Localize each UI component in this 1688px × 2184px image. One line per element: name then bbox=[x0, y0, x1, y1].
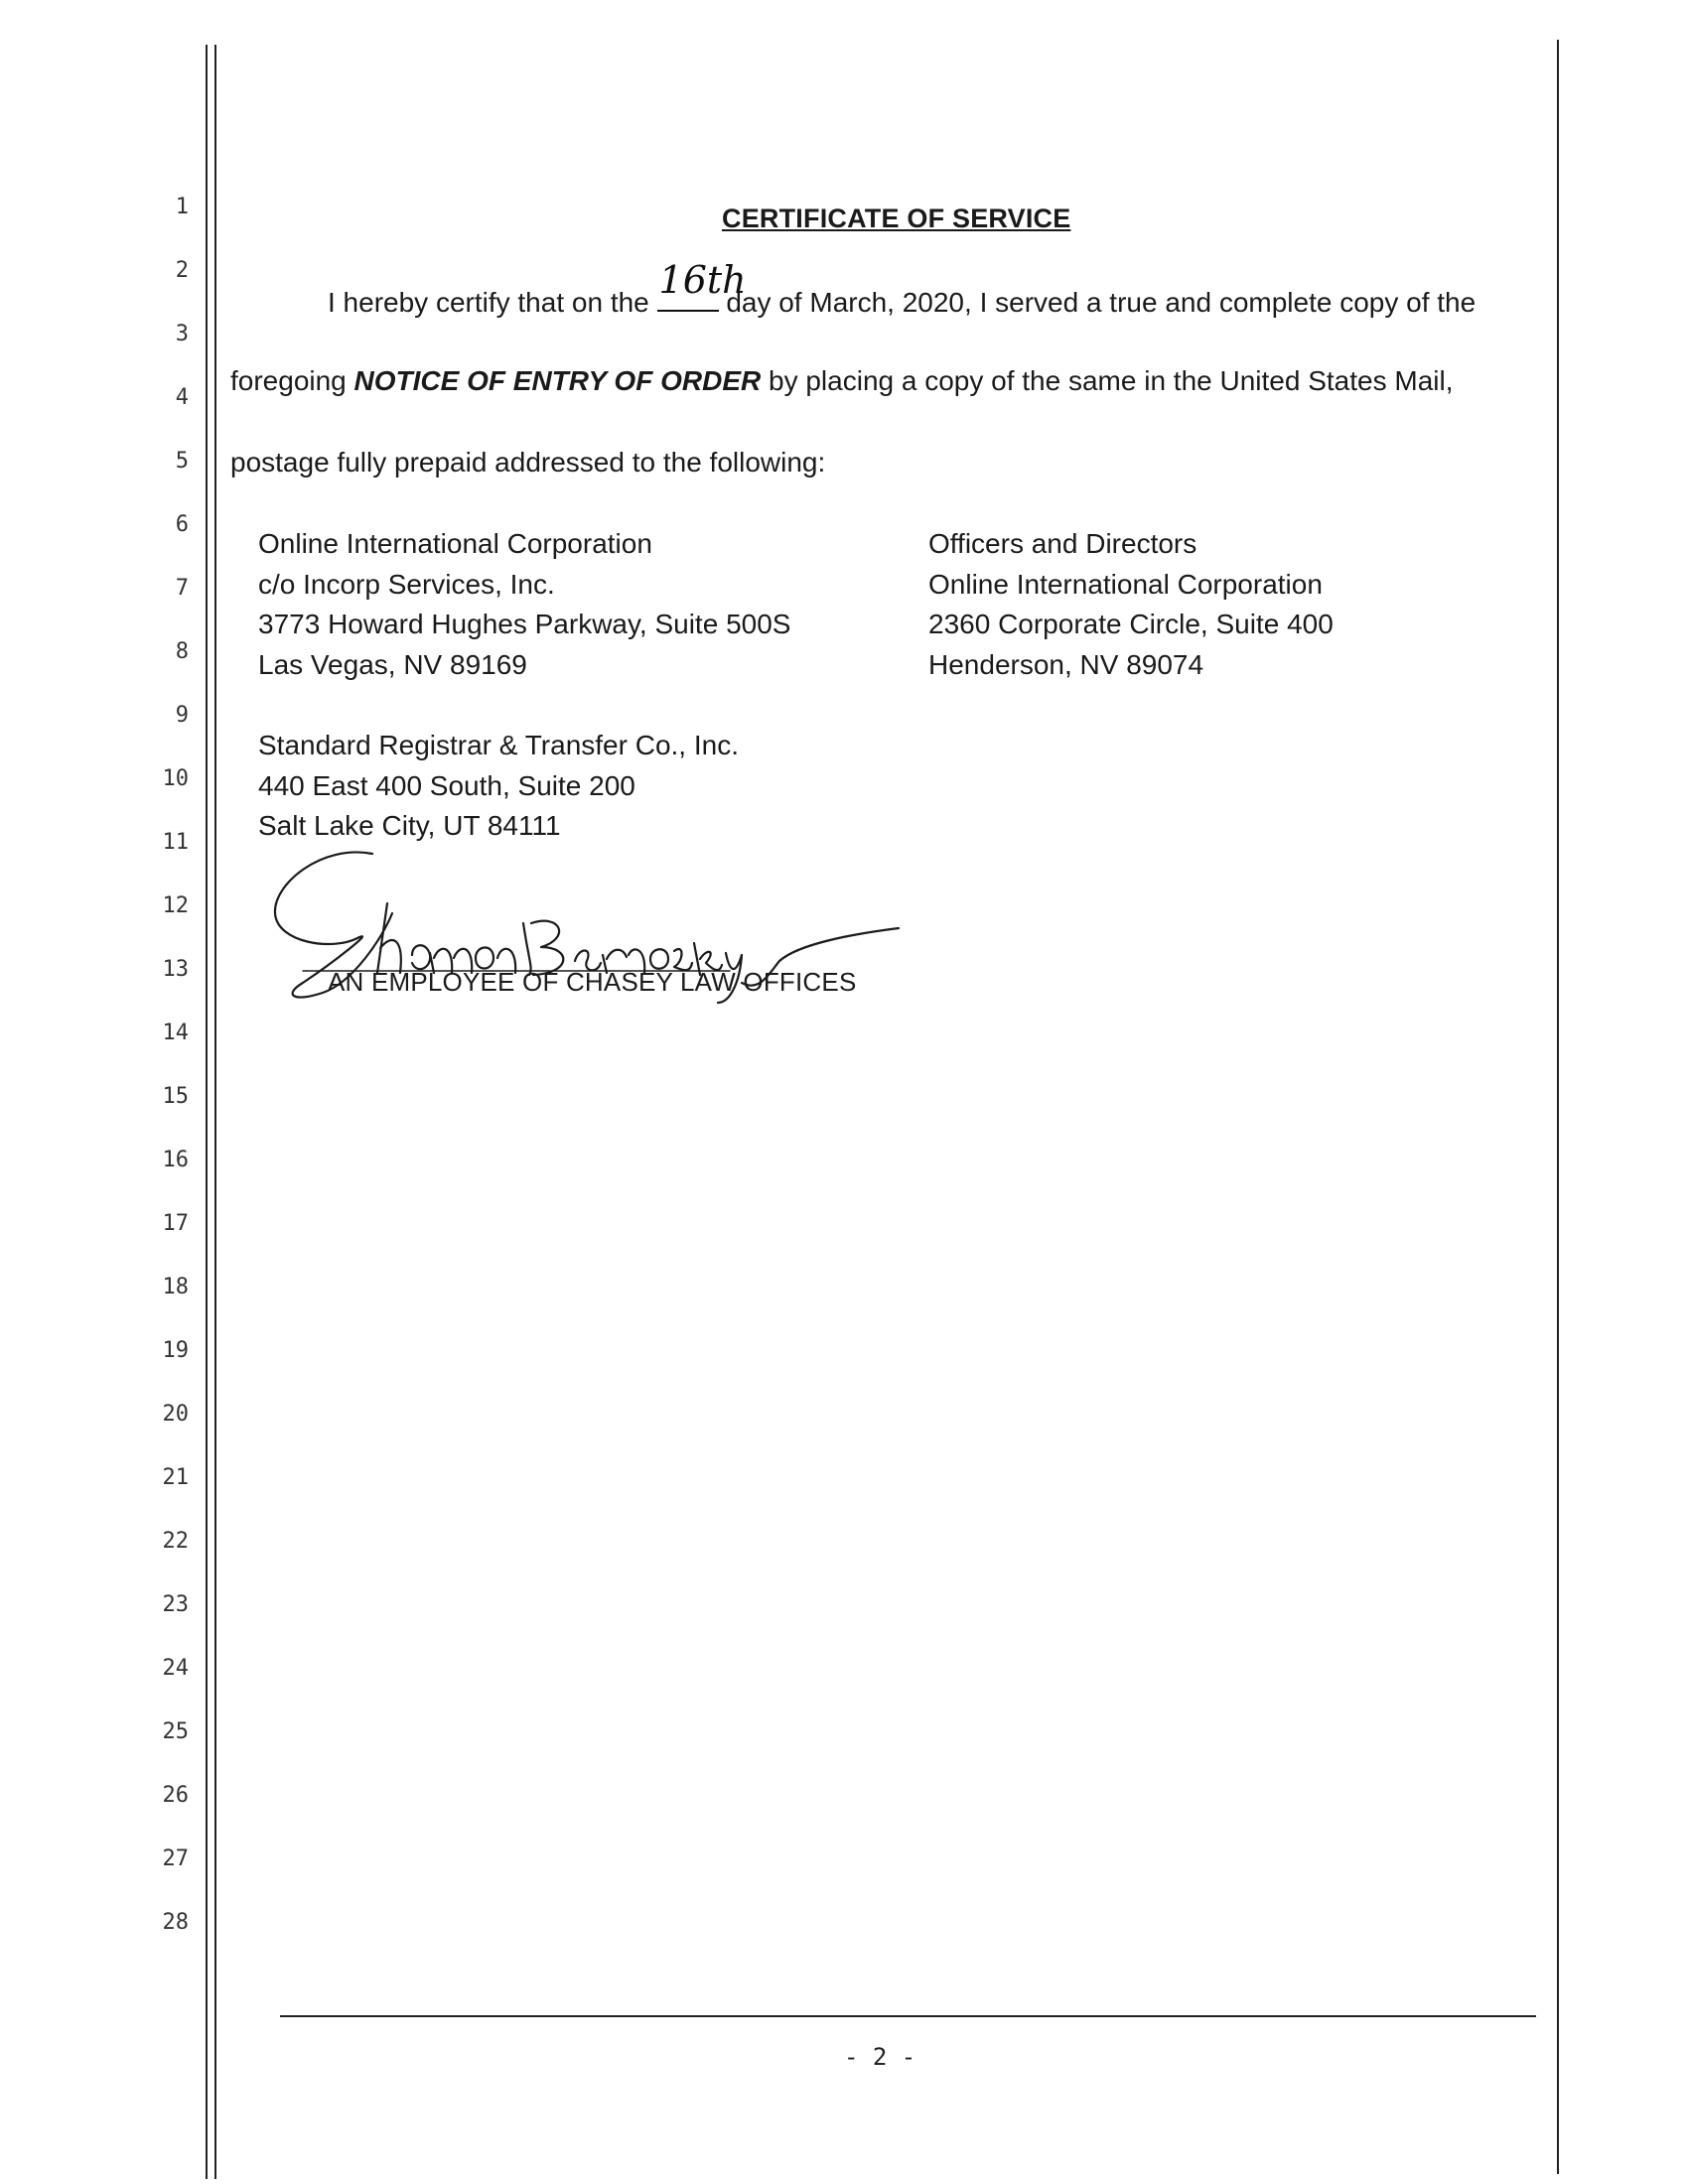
footer-rule bbox=[280, 2015, 1536, 2017]
day-blank bbox=[657, 258, 747, 312]
line-number: 24 bbox=[162, 1656, 189, 1681]
line-number: 17 bbox=[162, 1211, 189, 1236]
address-block-online-international bbox=[258, 524, 790, 685]
address-line: Salt Lake City, UT 84111 bbox=[258, 810, 561, 841]
line-number: 9 bbox=[175, 703, 189, 728]
cert-line2-after: by placing a copy of the same in the United States Mail, bbox=[769, 365, 1454, 396]
left-margin-rule-outer bbox=[206, 45, 208, 2179]
line-number: 13 bbox=[162, 957, 189, 982]
line-number: 8 bbox=[175, 639, 189, 664]
line-number: 12 bbox=[162, 893, 189, 918]
address-line: 2360 Corporate Circle, Suite 400 bbox=[928, 609, 1334, 639]
line-number: 7 bbox=[175, 576, 189, 601]
line-number: 26 bbox=[162, 1783, 189, 1808]
cert-text-after: day of March, 2020, I served a true and complete copy of the bbox=[726, 287, 1477, 318]
signature-block bbox=[263, 844, 1018, 1013]
line-number: 15 bbox=[162, 1084, 189, 1109]
line-number: 6 bbox=[175, 512, 189, 537]
address-line: 440 East 400 South, Suite 200 bbox=[258, 769, 635, 801]
address-line: Standard Registrar & Transfer Co., Inc. bbox=[258, 730, 739, 760]
line-number: 16 bbox=[162, 1148, 189, 1172]
line-number: 3 bbox=[175, 322, 189, 346]
line-number: 11 bbox=[162, 830, 189, 855]
line-number: 28 bbox=[162, 1910, 189, 1935]
address-block-officers-directors bbox=[928, 524, 1334, 685]
address-line: Henderson, NV 89074 bbox=[928, 648, 1204, 680]
line-number: 1 bbox=[175, 195, 189, 219]
address-line: c/o Incorp Services, Inc. bbox=[258, 568, 555, 600]
line-number: 22 bbox=[162, 1529, 189, 1554]
line-number: 19 bbox=[162, 1338, 189, 1363]
line-number: 2 bbox=[175, 258, 189, 283]
line-number: 23 bbox=[162, 1592, 189, 1617]
address-line: Las Vegas, NV 89169 bbox=[258, 648, 527, 680]
left-margin-rule-inner bbox=[214, 45, 216, 2179]
address-block-standard-registrar bbox=[258, 726, 739, 847]
certification-line-1 bbox=[328, 258, 1477, 319]
cert-text-before: I hereby certify that on the bbox=[328, 287, 649, 318]
certification-line-2 bbox=[230, 365, 1454, 397]
line-number: 18 bbox=[162, 1275, 189, 1299]
page-number: - 2 - bbox=[844, 2043, 916, 2071]
line-number: 5 bbox=[175, 449, 189, 474]
line-number: 4 bbox=[175, 385, 189, 410]
address-line: 3773 Howard Hughes Parkway, Suite 500S bbox=[258, 609, 791, 639]
line-number: 21 bbox=[162, 1465, 189, 1490]
signature-caption: AN EMPLOYEE OF CHASEY LAW OFFICES bbox=[328, 967, 857, 997]
address-line: Officers and Directors bbox=[928, 528, 1197, 559]
notice-of-entry-title: NOTICE OF ENTRY OF ORDER bbox=[353, 365, 762, 396]
line-number: 10 bbox=[162, 766, 189, 791]
right-margin-rule bbox=[1557, 40, 1559, 2174]
cert-line2-before: foregoing bbox=[230, 365, 347, 396]
handwritten-day: 16th bbox=[658, 258, 747, 302]
line-number: 27 bbox=[162, 1846, 189, 1871]
line-number: 14 bbox=[162, 1021, 189, 1045]
address-line: Online International Corporation bbox=[258, 528, 652, 559]
address-line: Online International Corporation bbox=[928, 568, 1323, 600]
certification-line-3: postage fully prepaid addressed to the following: bbox=[230, 447, 826, 478]
line-number: 20 bbox=[162, 1402, 189, 1427]
document-title: CERTIFICATE OF SERVICE bbox=[722, 204, 1071, 233]
line-number: 25 bbox=[162, 1719, 189, 1744]
